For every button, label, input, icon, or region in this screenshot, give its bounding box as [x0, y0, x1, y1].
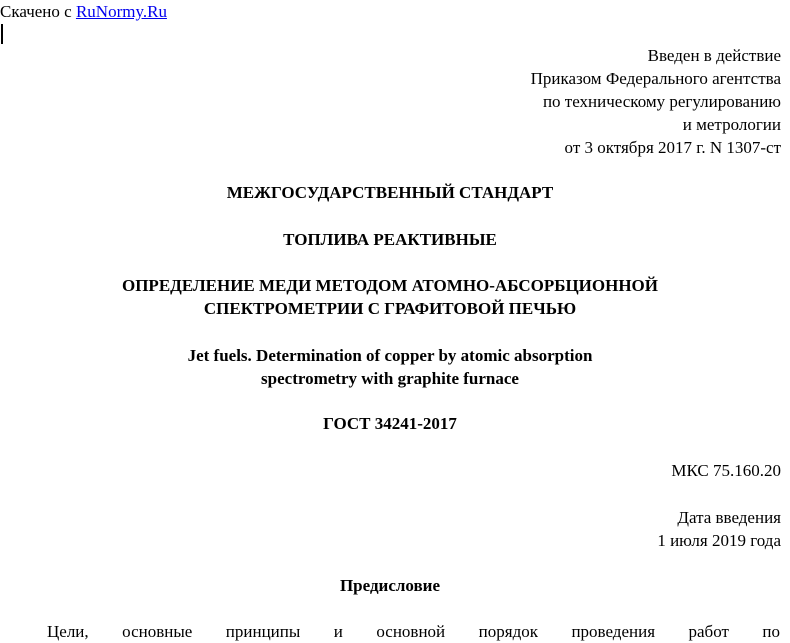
russian-title: [0, 274, 780, 320]
intro-date-value: 1 июля 2019 года: [657, 531, 781, 550]
download-source: [0, 0, 167, 23]
title-en-line: spectrometry with graphite furnace: [261, 369, 519, 388]
gost-number-heading: [0, 412, 780, 435]
preface-title: Предисловие: [339, 576, 441, 595]
text-cursor: [1, 24, 3, 44]
english-title: [0, 344, 780, 390]
title-ru-line: ОПРЕДЕЛЕНИЕ МЕДИ МЕТОДОМ АТОМНО-АБСОРБЦИОННОЙ: [121, 276, 659, 295]
intro-date-label: Дата введения: [677, 508, 781, 527]
enactment-line: Приказом Федерального агентства: [530, 69, 781, 88]
standard-type: МЕЖГОСУДАРСТВЕННЫЙ СТАНДАРТ: [226, 183, 554, 202]
standard-type-heading: [0, 181, 780, 204]
fuel-title: ТОПЛИВА РЕАКТИВНЫЕ: [283, 230, 497, 249]
fuel-heading: [0, 228, 780, 251]
title-en-line: Jet fuels. Determination of copper by atomic absorption: [187, 346, 593, 365]
mks-code: МКС 75.160.20: [671, 461, 781, 480]
preface-heading: [0, 574, 780, 597]
enactment-line: и метрологии: [682, 115, 781, 134]
enactment-line: по техническому регулированию: [542, 92, 781, 111]
runormy-link[interactable]: RuNormy.Ru: [75, 2, 167, 21]
preface-paragraph: Цели, основные принципы и основной порядок проведения работ по: [47, 622, 780, 641]
title-ru-line: СПЕКТРОМЕТРИИ С ГРАФИТОВОЙ ПЕЧЬЮ: [203, 299, 577, 318]
enactment-line: Введен в действие: [647, 46, 781, 65]
enactment-note: [531, 44, 781, 159]
enactment-line: от 3 октября 2017 г. N 1307-ст: [564, 138, 781, 157]
download-prefix: Скачено с: [0, 2, 76, 21]
gost-number: ГОСТ 34241-2017: [323, 414, 457, 433]
